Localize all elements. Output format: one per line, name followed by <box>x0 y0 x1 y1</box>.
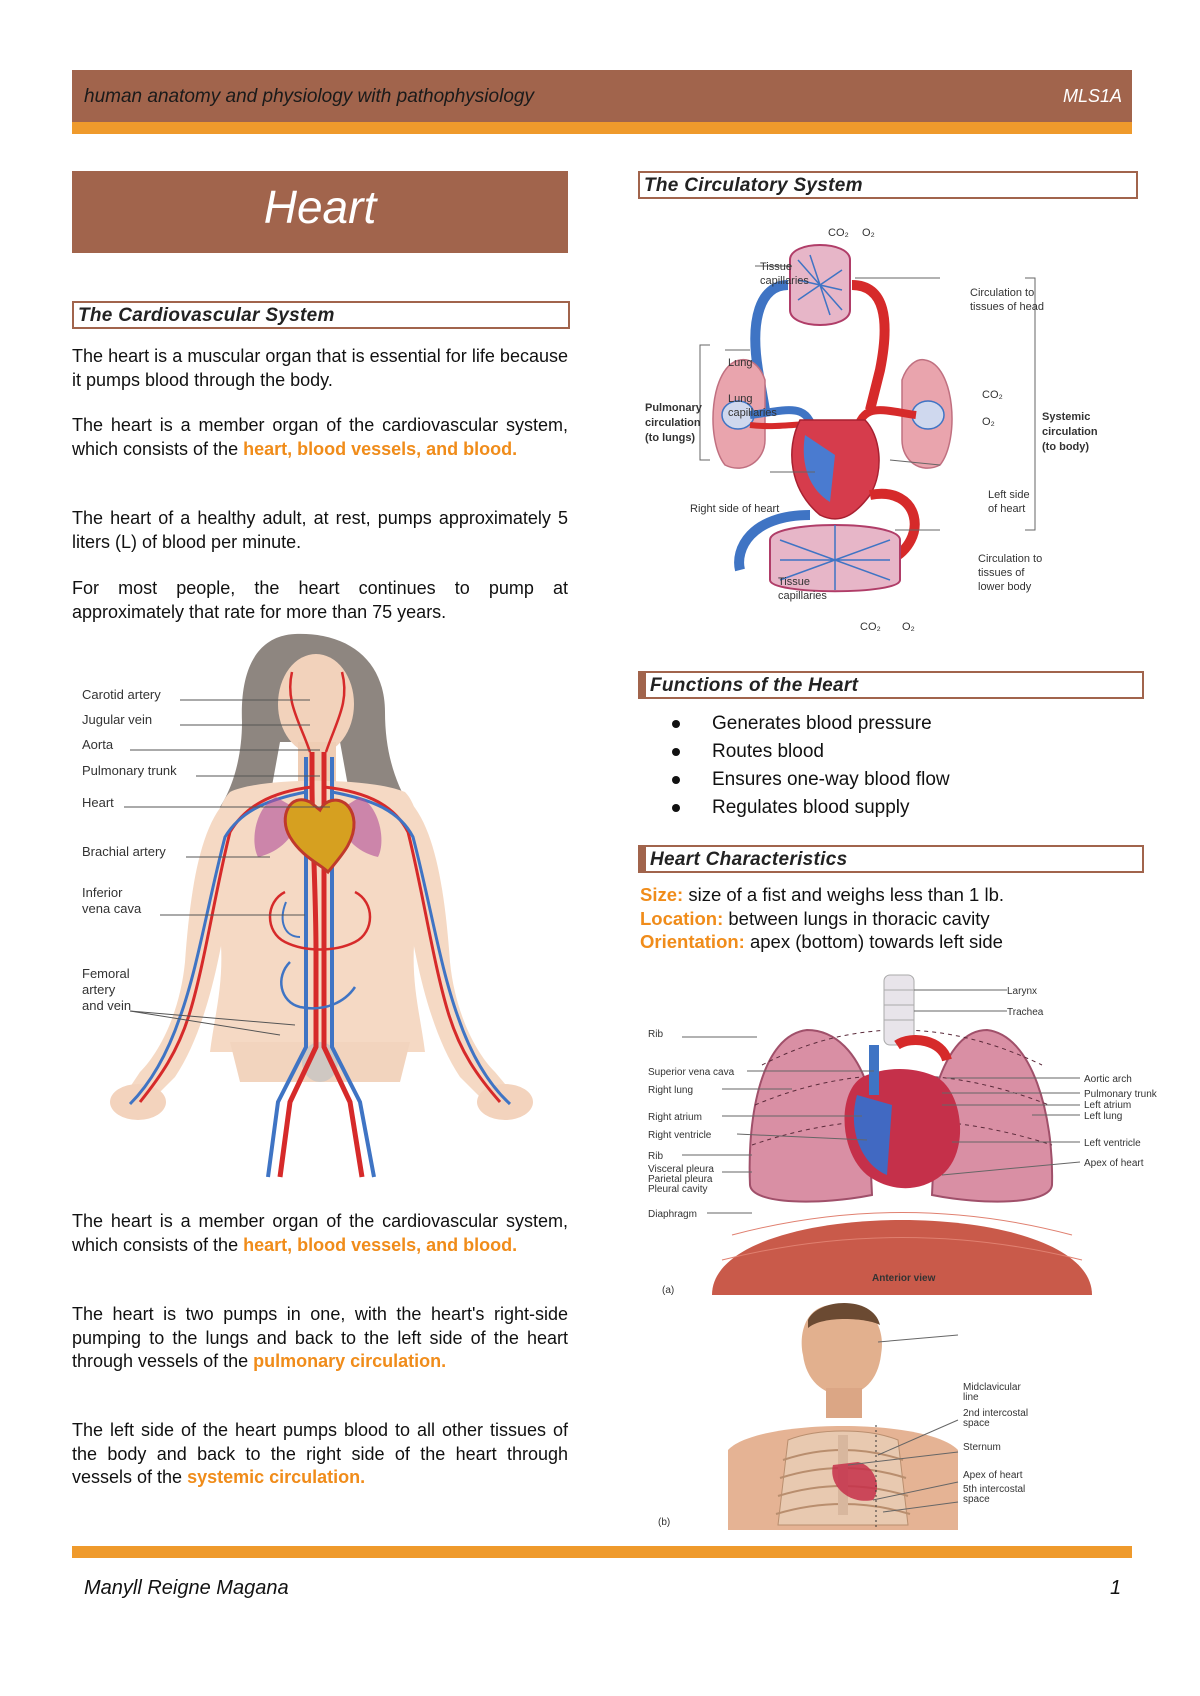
bullet-icon <box>672 720 680 728</box>
svg-text:Tissue: Tissue <box>778 576 810 588</box>
svg-text:Circulation to: Circulation to <box>978 553 1043 565</box>
svg-text:capillaries: capillaries <box>728 407 777 419</box>
svg-text:Left lung: Left lung <box>1084 1111 1123 1122</box>
svg-text:Sternum: Sternum <box>963 1442 1001 1453</box>
svg-text:Apex of heart: Apex of heart <box>1084 1158 1144 1169</box>
svg-text:Circulation to: Circulation to <box>970 287 1035 299</box>
svg-text:Trachea: Trachea <box>1007 1007 1044 1018</box>
header-accent-stripe <box>72 122 1132 134</box>
course-title: human anatomy and physiology with pathophysiology <box>84 86 534 107</box>
svg-text:circulation: circulation <box>645 417 701 429</box>
thorax-anterior-figure <box>648 975 1182 1300</box>
svg-text:Right atrium: Right atrium <box>648 1112 702 1123</box>
paragraph-6: The heart is two pumps in one, with the heart's right-side pumping to the lungs and back to the left side of the heart through vessels of the pulmonary circulation. <box>72 1304 568 1371</box>
highlight-text: pulmonary circulation. <box>253 1351 447 1371</box>
svg-text:Diaphragm: Diaphragm <box>648 1209 697 1220</box>
svg-text:lower body: lower body <box>978 581 1032 593</box>
chest-surface-figure <box>658 1300 1098 1530</box>
svg-text:Larynx: Larynx <box>1007 986 1038 997</box>
section-heading-cardiovascular: The Cardiovascular System <box>72 301 570 329</box>
paragraph-7: The left side of the heart pumps blood to all other tissues of the body and back to the right side of the heart through vessels of the systemic circulation. <box>72 1420 568 1487</box>
svg-text:Pleural cavity: Pleural cavity <box>648 1184 708 1195</box>
bullet-icon <box>672 776 680 784</box>
characteristics-text <box>640 883 1004 954</box>
svg-text:of heart: of heart <box>988 503 1026 515</box>
svg-text:capillaries: capillaries <box>760 275 809 287</box>
svg-text:Pulmonary trunk: Pulmonary trunk <box>1084 1089 1157 1100</box>
course-code: MLS1A <box>1062 86 1122 106</box>
svg-text:(a): (a) <box>662 1285 675 1296</box>
page-title: Heart <box>263 181 377 233</box>
paragraph-2: The heart is a member organ of the cardiovascular system, which consists of the heart, blood vessels, and blood. <box>72 415 568 459</box>
paragraph-3: The heart of a healthy adult, at rest, pumps approximately 5 liters (L) of blood per minute. <box>72 508 568 552</box>
paragraph-5: The heart is a member organ of the cardiovascular system, which consists of the heart, blood vessels, and blood. <box>72 1211 568 1255</box>
list-item: Regulates blood supply <box>672 794 950 822</box>
svg-text:circulation: circulation <box>1042 426 1098 438</box>
svg-text:Left side: Left side <box>988 489 1030 501</box>
svg-text:CO₂: CO₂ <box>828 227 849 239</box>
svg-text:Pulmonary: Pulmonary <box>645 402 702 414</box>
svg-text:Parietal pleura: Parietal pleura <box>648 1174 713 1185</box>
svg-text:O₂: O₂ <box>982 416 995 428</box>
svg-text:CO₂: CO₂ <box>860 621 881 633</box>
orientation-line: Orientation: apex (bottom) towards left side <box>640 931 1003 952</box>
svg-text:CO₂: CO₂ <box>982 389 1003 401</box>
svg-text:Right side of heart: Right side of heart <box>690 503 780 515</box>
svg-text:(to lungs): (to lungs) <box>645 432 696 444</box>
svg-text:Left atrium: Left atrium <box>1084 1100 1132 1111</box>
svg-text:Rib: Rib <box>648 1151 664 1162</box>
section-heading-circulatory: The Circulatory System <box>638 171 1138 199</box>
svg-text:(to body): (to body) <box>1042 441 1090 453</box>
svg-text:Right lung: Right lung <box>648 1085 694 1096</box>
svg-text:Superior vena cava: Superior vena cava <box>648 1067 735 1078</box>
paragraph-4: For most people, the heart continues to pump at approximately that rate for more than 75 years. <box>72 578 568 622</box>
list-item: Routes blood <box>672 738 950 766</box>
highlight-text: heart, blood vessels, and blood. <box>243 1234 518 1255</box>
svg-text:Lung: Lung <box>728 393 753 405</box>
svg-text:O₂: O₂ <box>862 227 875 239</box>
svg-text:Tissue: Tissue <box>760 261 792 273</box>
size-line: Size: size of a fist and weighs less than 1 lb. <box>640 884 1005 905</box>
svg-text:space: space <box>963 1418 990 1429</box>
svg-text:tissues of: tissues of <box>978 567 1025 579</box>
bullet-icon <box>672 804 680 812</box>
svg-text:tissues of head: tissues of head <box>970 301 1044 313</box>
svg-text:Anterior view: Anterior view <box>872 1273 936 1284</box>
circulatory-system-diagram <box>640 227 1098 650</box>
svg-text:space: space <box>963 1494 990 1505</box>
bullet-icon <box>672 748 680 756</box>
location-line: Location: between lungs in thoracic cavity <box>640 907 990 929</box>
svg-text:Lung: Lung <box>728 357 753 369</box>
page-number: 1 <box>1110 1577 1122 1599</box>
svg-text:Midclavicular: Midclavicular <box>963 1382 1021 1393</box>
svg-text:Left ventricle: Left ventricle <box>1084 1138 1141 1149</box>
footer-accent-stripe <box>72 1546 1132 1558</box>
svg-text:2nd intercostal: 2nd intercostal <box>963 1408 1029 1419</box>
svg-text:capillaries: capillaries <box>778 590 827 602</box>
paragraph-1: The heart is a muscular organ that is essential for life because it pumps blood through the body. <box>72 346 568 390</box>
functions-list <box>672 710 950 822</box>
section-heading-functions: Functions of the Heart <box>638 671 1144 699</box>
body-figure-leader-lines <box>160 690 360 1090</box>
section-heading-characteristics: Heart Characteristics <box>638 845 1144 873</box>
svg-text:Systemic: Systemic <box>1042 411 1091 423</box>
svg-text:Aortic arch: Aortic arch <box>1084 1074 1132 1085</box>
author-name: Manyll Reigne Magana <box>84 1577 289 1599</box>
list-item: Generates blood pressure <box>672 710 950 738</box>
svg-text:Visceral pleura: Visceral pleura <box>648 1164 714 1175</box>
list-item: Ensures one-way blood flow <box>672 766 950 794</box>
svg-text:5th intercostal: 5th intercostal <box>963 1484 1026 1495</box>
svg-text:line: line <box>963 1392 979 1403</box>
highlight-text: systemic circulation. <box>187 1467 366 1487</box>
highlight-text: heart, blood vessels, and blood. <box>243 438 518 459</box>
svg-text:Rib: Rib <box>648 1029 664 1040</box>
svg-text:(b): (b) <box>658 1517 671 1528</box>
svg-text:Right ventricle: Right ventricle <box>648 1130 712 1141</box>
svg-text:Apex of heart: Apex of heart <box>963 1470 1023 1481</box>
svg-text:O₂: O₂ <box>902 621 915 633</box>
